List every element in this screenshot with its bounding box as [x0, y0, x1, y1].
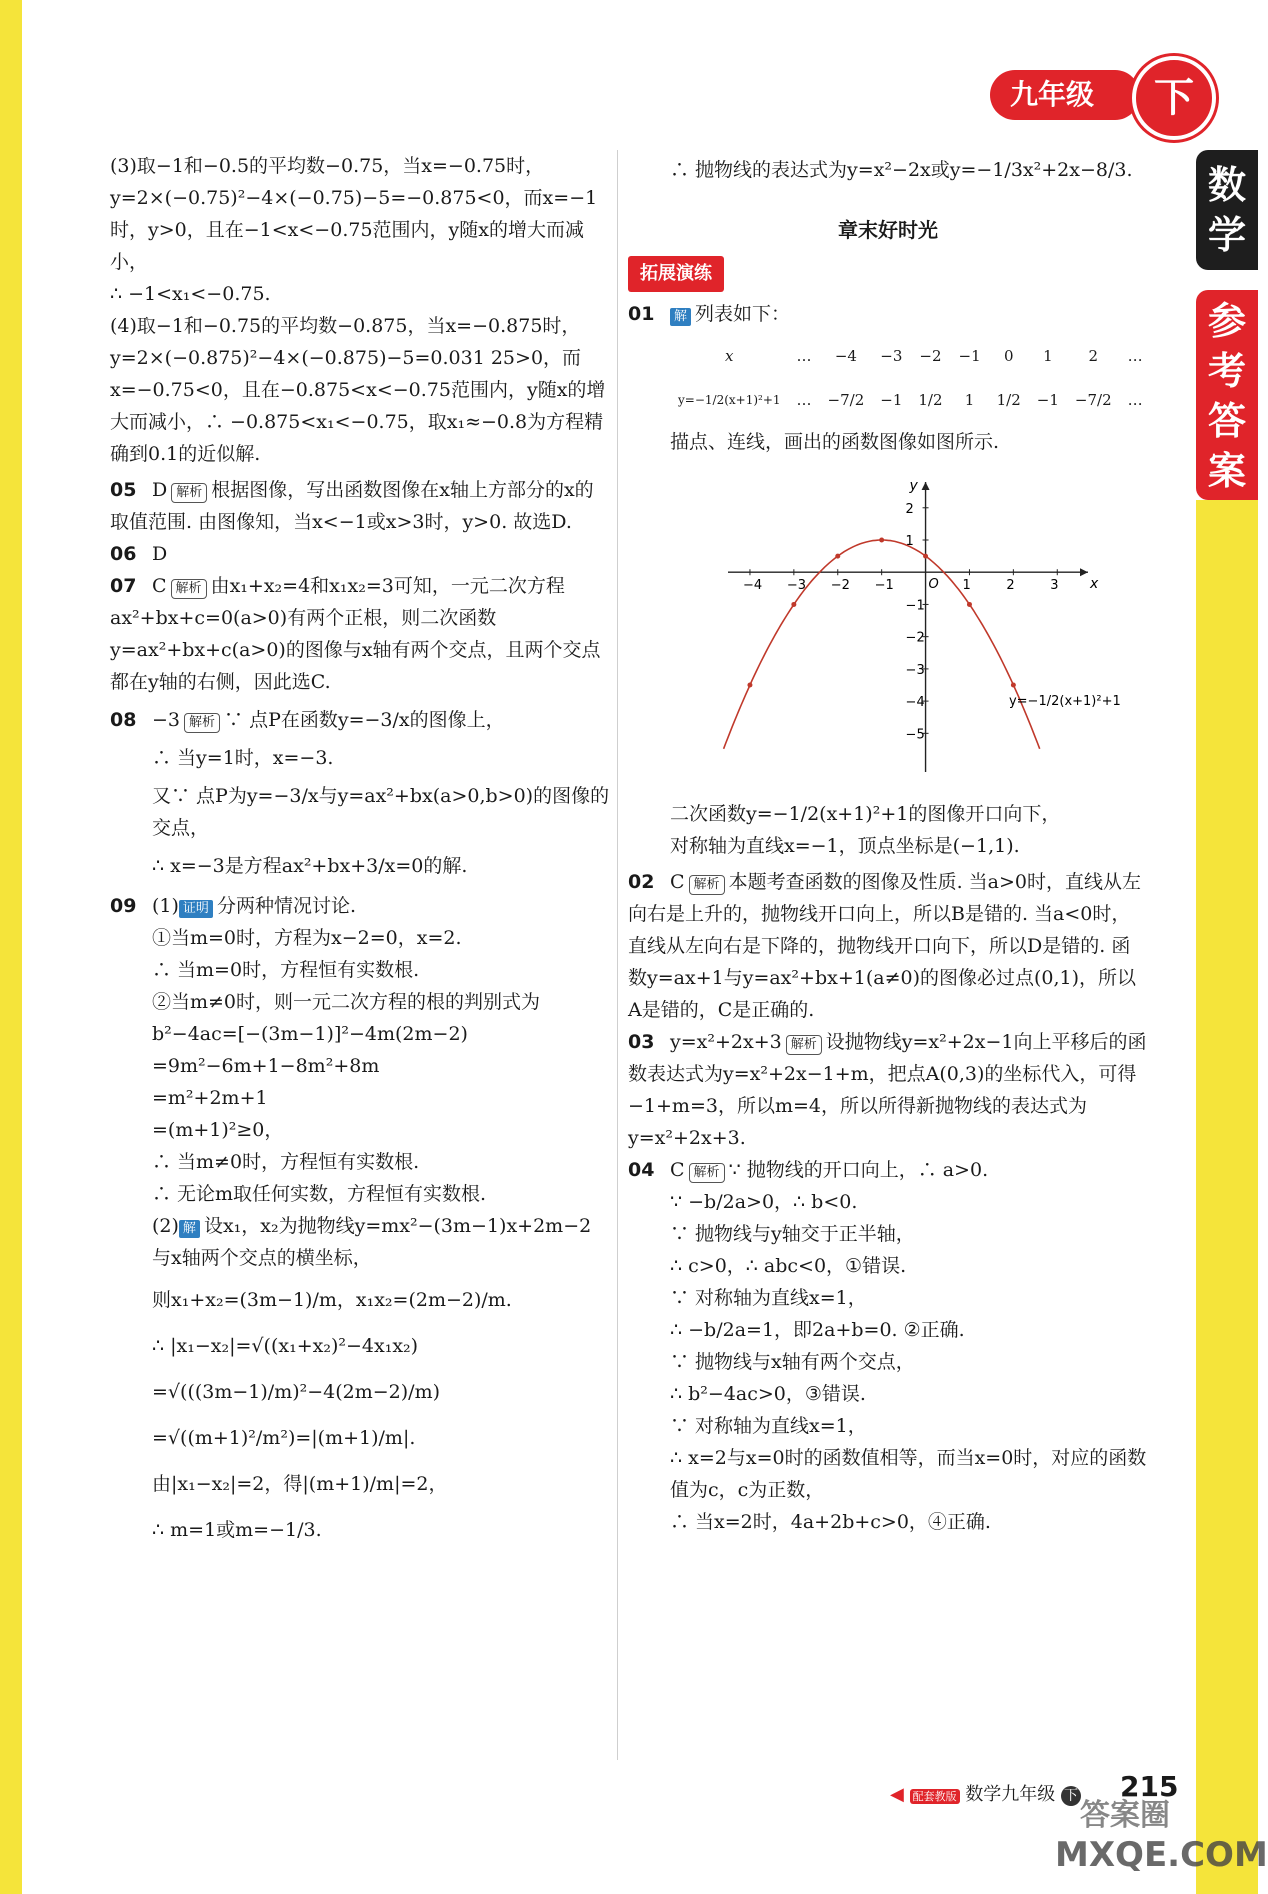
q01-number: 01 — [628, 303, 655, 325]
q05-text: 根据图像，写出函数图像在x轴上方部分的x的取值范围. 由图像知，当x<−1或x>3时，y>0. 故选D. — [110, 479, 594, 533]
q04-line7: ∵ 抛物线与x轴有两个交点， — [670, 1351, 915, 1373]
page-number: 215 — [1120, 1770, 1179, 1803]
q09-part2-line3: ∴ |x₁−x₂|=√((x₁+x₂)²−4x₁x₂) — [152, 1335, 419, 1357]
q04-line4: ∴ c>0，∴ abc<0，①错误. — [670, 1255, 907, 1277]
q05-answer: D — [152, 479, 168, 501]
section-tag: 拓展演练 — [628, 256, 724, 292]
q08-number: 08 — [110, 709, 137, 731]
y-tick-label: −3 — [905, 662, 925, 678]
curve-label: y=−1/2(x+1)²+1 — [1008, 694, 1121, 710]
q03 — [628, 1026, 1148, 1154]
x-tick-label: 3 — [1050, 578, 1059, 594]
q04-tag: 解析 — [689, 1163, 725, 1183]
q01-after: 描点、连线，画出的函数图像如图所示. — [670, 431, 1000, 453]
q01-text: 列表如下： — [695, 303, 791, 325]
q09-line5: =9m²−6m+1−8m²+8m — [152, 1055, 380, 1077]
q05 — [110, 474, 610, 538]
chapter-title: 章末好时光 — [838, 218, 938, 242]
q09-part2-line7: ∴ m=1或m=−1/3. — [152, 1519, 322, 1541]
q05-number: 05 — [110, 479, 137, 501]
q02-text: 本题考查函数的图像及性质. 当a>0时，直线从左向右是上升的，抛物线开口向上，所以B是错的. 当a<0时，直线从左向右是下降的，抛物线开口向下，所以D是错的. 函数y=ax+1与y=ax²+bx+1(a≠0)的图像必过点(0,1)，所以A是错的，C是正确的. — [628, 871, 1141, 1021]
parabola-chart — [708, 462, 1121, 792]
q03-text: 设抛物线y=x²+2x−1向上平移后的函数表达式为y=x²+2x−1+m，把点A(0,3)的坐标代入，可得−1+m=3，所以m=4，所以所得新抛物线的表达式为y=x²+2x+3. — [628, 1031, 1147, 1149]
q09-line8: ∴ 当m≠0时，方程恒有实数根. — [152, 1151, 420, 1173]
left-column — [110, 150, 610, 1546]
y-axis-arrow — [922, 482, 930, 490]
y-tick-label: −2 — [905, 630, 925, 646]
q09-part2-line1: 设x₁，x₂为抛物线y=mx²−(3m−1)x+2m−2与x轴两个交点的横坐标， — [152, 1215, 592, 1269]
q07 — [110, 570, 610, 698]
x-tick-label: −3 — [786, 578, 807, 594]
footer-brand: 配套教版 — [910, 1789, 960, 1804]
q08-line1: ∵ 点P在函数y=−3/x的图像上， — [224, 709, 505, 731]
q09-line1: 分两种情况讨论. — [216, 895, 356, 917]
table-cell: 1 — [964, 391, 975, 409]
column-divider — [617, 150, 618, 1760]
section-heading — [628, 256, 1148, 292]
q08-line3: 又∵ 点P为y=−3/x与y=ax²+bx(a>0,b>0)的图像的交点， — [152, 785, 610, 839]
q09-proof-tag: 证明 — [179, 900, 213, 918]
table-cell: −2 — [919, 347, 942, 365]
table-cell: … — [1127, 391, 1143, 409]
q06-number: 06 — [110, 543, 137, 565]
q01-conclusion2: 对称轴为直线x=−1，顶点坐标是(−1,1). — [670, 835, 1020, 857]
data-point — [879, 538, 884, 543]
x-tick-label: −1 — [874, 578, 894, 594]
q04-line5: ∵ 对称轴为直线x=1， — [670, 1287, 867, 1309]
q09-part2-line5: =√((m+1)²/m²)=|(m+1)/m|. — [152, 1427, 416, 1449]
table-cell: −7/2 — [1074, 391, 1112, 409]
answer-3-conclusion: ∴ −1<x₁<−0.75. — [110, 283, 271, 305]
watermark-logo: 答案圈 — [1080, 1798, 1170, 1833]
q04 — [628, 1154, 1148, 1186]
q06 — [110, 538, 610, 570]
section-label: 参 考 答 案 — [1207, 299, 1246, 493]
q09-part2-tag: 解 — [179, 1220, 200, 1238]
q04-line1: ∵ 抛物线的开口向上，∴ a>0. — [728, 1159, 989, 1181]
q01-conclusion1: 二次函数y=−1/2(x+1)²+1的图像开口向下， — [670, 803, 1061, 825]
q09-line9: ∴ 无论m取任何实数，方程恒有实数根. — [152, 1183, 487, 1205]
q02-number: 02 — [628, 871, 655, 893]
table-row-x — [670, 334, 1151, 378]
table-x-label: x — [725, 347, 734, 365]
q09-part2-line6: 由|x₁−x₂|=2，得|(m+1)/m|=2， — [152, 1473, 448, 1495]
q08-tag: 解析 — [184, 713, 220, 733]
q09-part2-line2: 则x₁+x₂=(3m−1)/m，x₁x₂=(2m−2)/m. — [152, 1289, 512, 1311]
term-badge: 下 — [1132, 56, 1216, 140]
q04-line9: ∵ 对称轴为直线x=1， — [670, 1415, 867, 1437]
table-cell: −7/2 — [827, 391, 865, 409]
x-tick-label: 2 — [1006, 578, 1015, 594]
table-cell: … — [796, 391, 812, 409]
q01 — [628, 298, 1148, 330]
q09-line6: =m²+2m+1 — [152, 1087, 268, 1109]
data-point — [1011, 683, 1016, 688]
q04-line10: ∴ x=2与x=0时的函数值相等，而当x=0时，对应的函数值为c，c为正数， — [670, 1447, 1147, 1501]
table-cell: −3 — [880, 347, 903, 365]
footer-text: 数学九年级 — [965, 1784, 1056, 1805]
q07-answer: C — [152, 575, 167, 597]
q04-line11: ∴ 当x=2时，4a+2b+c>0，④正确. — [670, 1511, 991, 1533]
q08-line4: ∴ x=−3是方程ax²+bx+3/x=0的解. — [152, 855, 468, 877]
q08-answer: −3 — [152, 709, 181, 731]
table-cell: … — [796, 347, 812, 365]
q09-line2: ①当m=0时，方程为x−2=0，x=2. — [152, 927, 462, 949]
q09-line7: =(m+1)²≥0， — [152, 1119, 284, 1141]
table-cell: 1/2 — [918, 391, 943, 409]
q04-answer: C — [670, 1159, 685, 1181]
q02-answer: C — [670, 871, 685, 893]
y-tick-label: −4 — [905, 695, 925, 711]
q08-line2: ∴ 当y=1时，x=−3. — [152, 747, 334, 769]
q03-number: 03 — [628, 1031, 655, 1053]
origin-label: O — [928, 577, 939, 593]
q04-line3: ∵ 抛物线与y轴交于正半轴， — [670, 1223, 915, 1245]
y-tick-label: −5 — [905, 727, 925, 743]
table-cell: 1/2 — [996, 391, 1021, 409]
grade-badge: 九年级 — [990, 70, 1140, 120]
q09-part1: (1) — [152, 895, 179, 917]
q04-line6: ∴ −b/2a=1，即2a+b=0. ②正确. — [670, 1319, 965, 1341]
q09-line4: ②当m≠0时，则一元二次方程的根的判别式为b²−4ac=[−(3m−1)]²−4m(2m−2) — [152, 991, 541, 1045]
value-table — [670, 334, 1151, 422]
q07-tag: 解析 — [171, 579, 207, 599]
watermark-url: MXQE.COM — [1055, 1835, 1268, 1875]
data-point — [791, 602, 796, 607]
data-point — [967, 602, 972, 607]
q05-tag: 解析 — [171, 483, 207, 503]
q09-number: 09 — [110, 895, 137, 917]
table-cell: 2 — [1088, 347, 1099, 365]
data-point — [747, 683, 752, 688]
table-y-label: y=−1/2(x+1)²+1 — [678, 393, 781, 407]
table-cell: −1 — [958, 347, 981, 365]
answer-3: (3)取−1和−0.5的平均数−0.75，当x=−0.75时，y=2×(−0.75)²−4×(−0.75)−5=−0.875<0，而x=−1时，y>0，且在−1<x<−0.75范围内，y随x的增大而减小， — [110, 155, 598, 273]
footer-term: 下 — [1061, 1786, 1081, 1806]
q07-text: 由x₁+x₂=4和x₁x₂=3可知，一元二次方程ax²+bx+c=0(a>0)有两个正根，则二次函数y=ax²+bx+c(a>0)的图像与x轴有两个交点，且两个交点都在y轴的右侧，因此选C. — [110, 575, 601, 693]
q03-answer: y=x²+2x+3 — [670, 1031, 782, 1053]
answer-4: (4)取−1和−0.75的平均数−0.875，当x=−0.875时，y=2×(−0.875)²−4×(−0.875)−5=0.031 25>0，而x=−0.75<0，且在−0.875<x<−0.75范围内，y随x的增大而减小，∴ −0.875<x₁<−0.75，取x₁≈−0.8为方程精确到0.1的近似解. — [110, 315, 606, 465]
q04-line2: ∵ −b/2a>0，∴ b<0. — [670, 1191, 858, 1213]
q08 — [110, 704, 610, 736]
footer-arrow-icon: ◀ — [890, 1784, 904, 1805]
table-cell: −4 — [834, 347, 857, 365]
x-axis-label: x — [1090, 576, 1099, 593]
data-point — [835, 554, 840, 559]
parabola-expression: ∴ 抛物线的表达式为y=x²−2x或y=−1/3x²+2x−8/3. — [670, 159, 1133, 181]
q06-answer: D — [152, 543, 168, 565]
q04-line8: ∴ b²−4ac>0，③错误. — [670, 1383, 866, 1405]
y-tick-label: −1 — [905, 598, 925, 614]
data-point — [923, 554, 928, 559]
table-cell: −1 — [1036, 391, 1059, 409]
x-axis-arrow — [1080, 568, 1088, 576]
left-color-strip — [0, 0, 22, 1894]
table-cell: 0 — [1003, 347, 1014, 365]
q02-tag: 解析 — [689, 875, 725, 895]
q04-number: 04 — [628, 1159, 655, 1181]
subject-label: 数 学 — [1207, 163, 1246, 257]
table-row-y — [670, 378, 1151, 422]
x-tick-label: −2 — [830, 578, 850, 594]
table-cell: … — [1127, 347, 1143, 365]
q09-part2-head: (2) — [152, 1215, 179, 1237]
table-cell: 1 — [1043, 347, 1053, 365]
q09-part2-line4: =√(((3m−1)/m)²−4(2m−2)/m) — [152, 1381, 441, 1403]
y-axis-label: y — [909, 478, 918, 494]
table-cell: −1 — [880, 391, 903, 409]
y-tick-label: 1 — [905, 534, 914, 549]
q03-tag: 解析 — [786, 1035, 822, 1055]
q09-part2 — [110, 1210, 610, 1274]
footer — [890, 1780, 1081, 1806]
q01-tag: 解 — [670, 308, 691, 326]
x-tick-label: 1 — [962, 578, 971, 594]
y-tick-label: 2 — [905, 501, 914, 517]
right-color-strip — [1196, 500, 1258, 1894]
q09 — [110, 890, 610, 922]
right-column — [628, 150, 1148, 1538]
x-tick-label: −4 — [742, 578, 763, 594]
q09-line3: ∴ 当m=0时，方程恒有实数根. — [152, 959, 420, 981]
q07-number: 07 — [110, 575, 137, 597]
q02 — [628, 866, 1148, 1026]
